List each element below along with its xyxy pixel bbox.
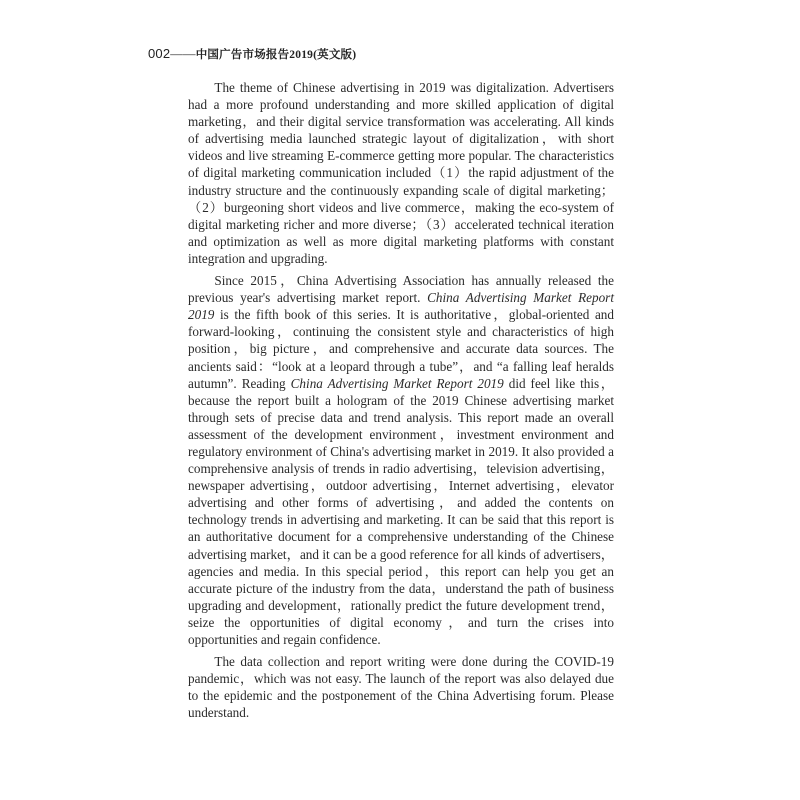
paragraph-text-segment: did feel like this，because the report built a hologram of the 2019 Chinese advertising market through sets of precise data and trend analysis. This report made an overall assessment of the development environment，investment environment and regulatory environment of China's advertising market in 2019. It also provided a comprehensive analysis of trends in radio advertising，television advertising，newspaper advertising，outdoor advertising，Internet advertising，elevator advertising and other forms of advertising，and added the contents on technology trends in advertising and marketing. It can be said that this report is an authoritative document for a comprehensive understanding of the Chinese advertising market，and it can be a good reference for all kinds of advertisers，agencies and media. In this special period，this report can help you get an accurate picture of the industry from the data，understand the path of business upgrading and development，rationally predict the future development trend，seize the opportunities of digital economy，and turn the crises into opportunities and regain confidence. (188, 375, 614, 647)
paragraph-covid-note: The data collection and report writing were done during the COVID-19 pandemic，which was not easy. The launch of the report was also delayed due to the epidemic and the postponement of the China Advertising forum. Please understand. (188, 654, 614, 721)
header-separator: —— (170, 47, 196, 61)
report-title-italic: China Advertising Market Report 2019 (290, 375, 504, 391)
paragraph-text-segment: is the fifth book of this series. It is authoritative，global-oriented and forward-looking，continuing the consistent style and characteristics of high position，big picture，and comprehensive and accurate data sources. The ancients said：“look at a leopard through a tube”，and “a falling leaf heralds autumn”. Reading (188, 307, 614, 391)
paragraph-report-overview (188, 272, 614, 648)
body-text (188, 79, 614, 726)
page-number: 002 (148, 46, 171, 61)
book-title: 中国广告市场报告2019(英文版) (195, 49, 357, 61)
running-head (148, 46, 356, 63)
paragraph-text-segment: Since 2015，China Advertising Association has annually released the previous year's advertising market report. (188, 273, 614, 306)
paragraph-digitalization: The theme of Chinese advertising in 2019 was digitalization. Advertisers had a more profound understanding and more skilled application of digital marketing，and their digital service transformation was accelerating. All kinds of advertising media launched strategic layout of digitalization，with short videos and live streaming E-commerce getting more popular. The characteristics of digital marketing communication included（1）the rapid adjustment of the industry structure and the continuously expanding scale of digital marketing；（2）burgeoning short videos and live commerce，making the eco-system of digital marketing richer and more diverse；（3）accelerated technical iteration and optimization as well as more digital marketing platforms with constant integration and upgrading. (188, 80, 614, 266)
report-title-italic: China Advertising Market Report 2019 (188, 290, 614, 323)
